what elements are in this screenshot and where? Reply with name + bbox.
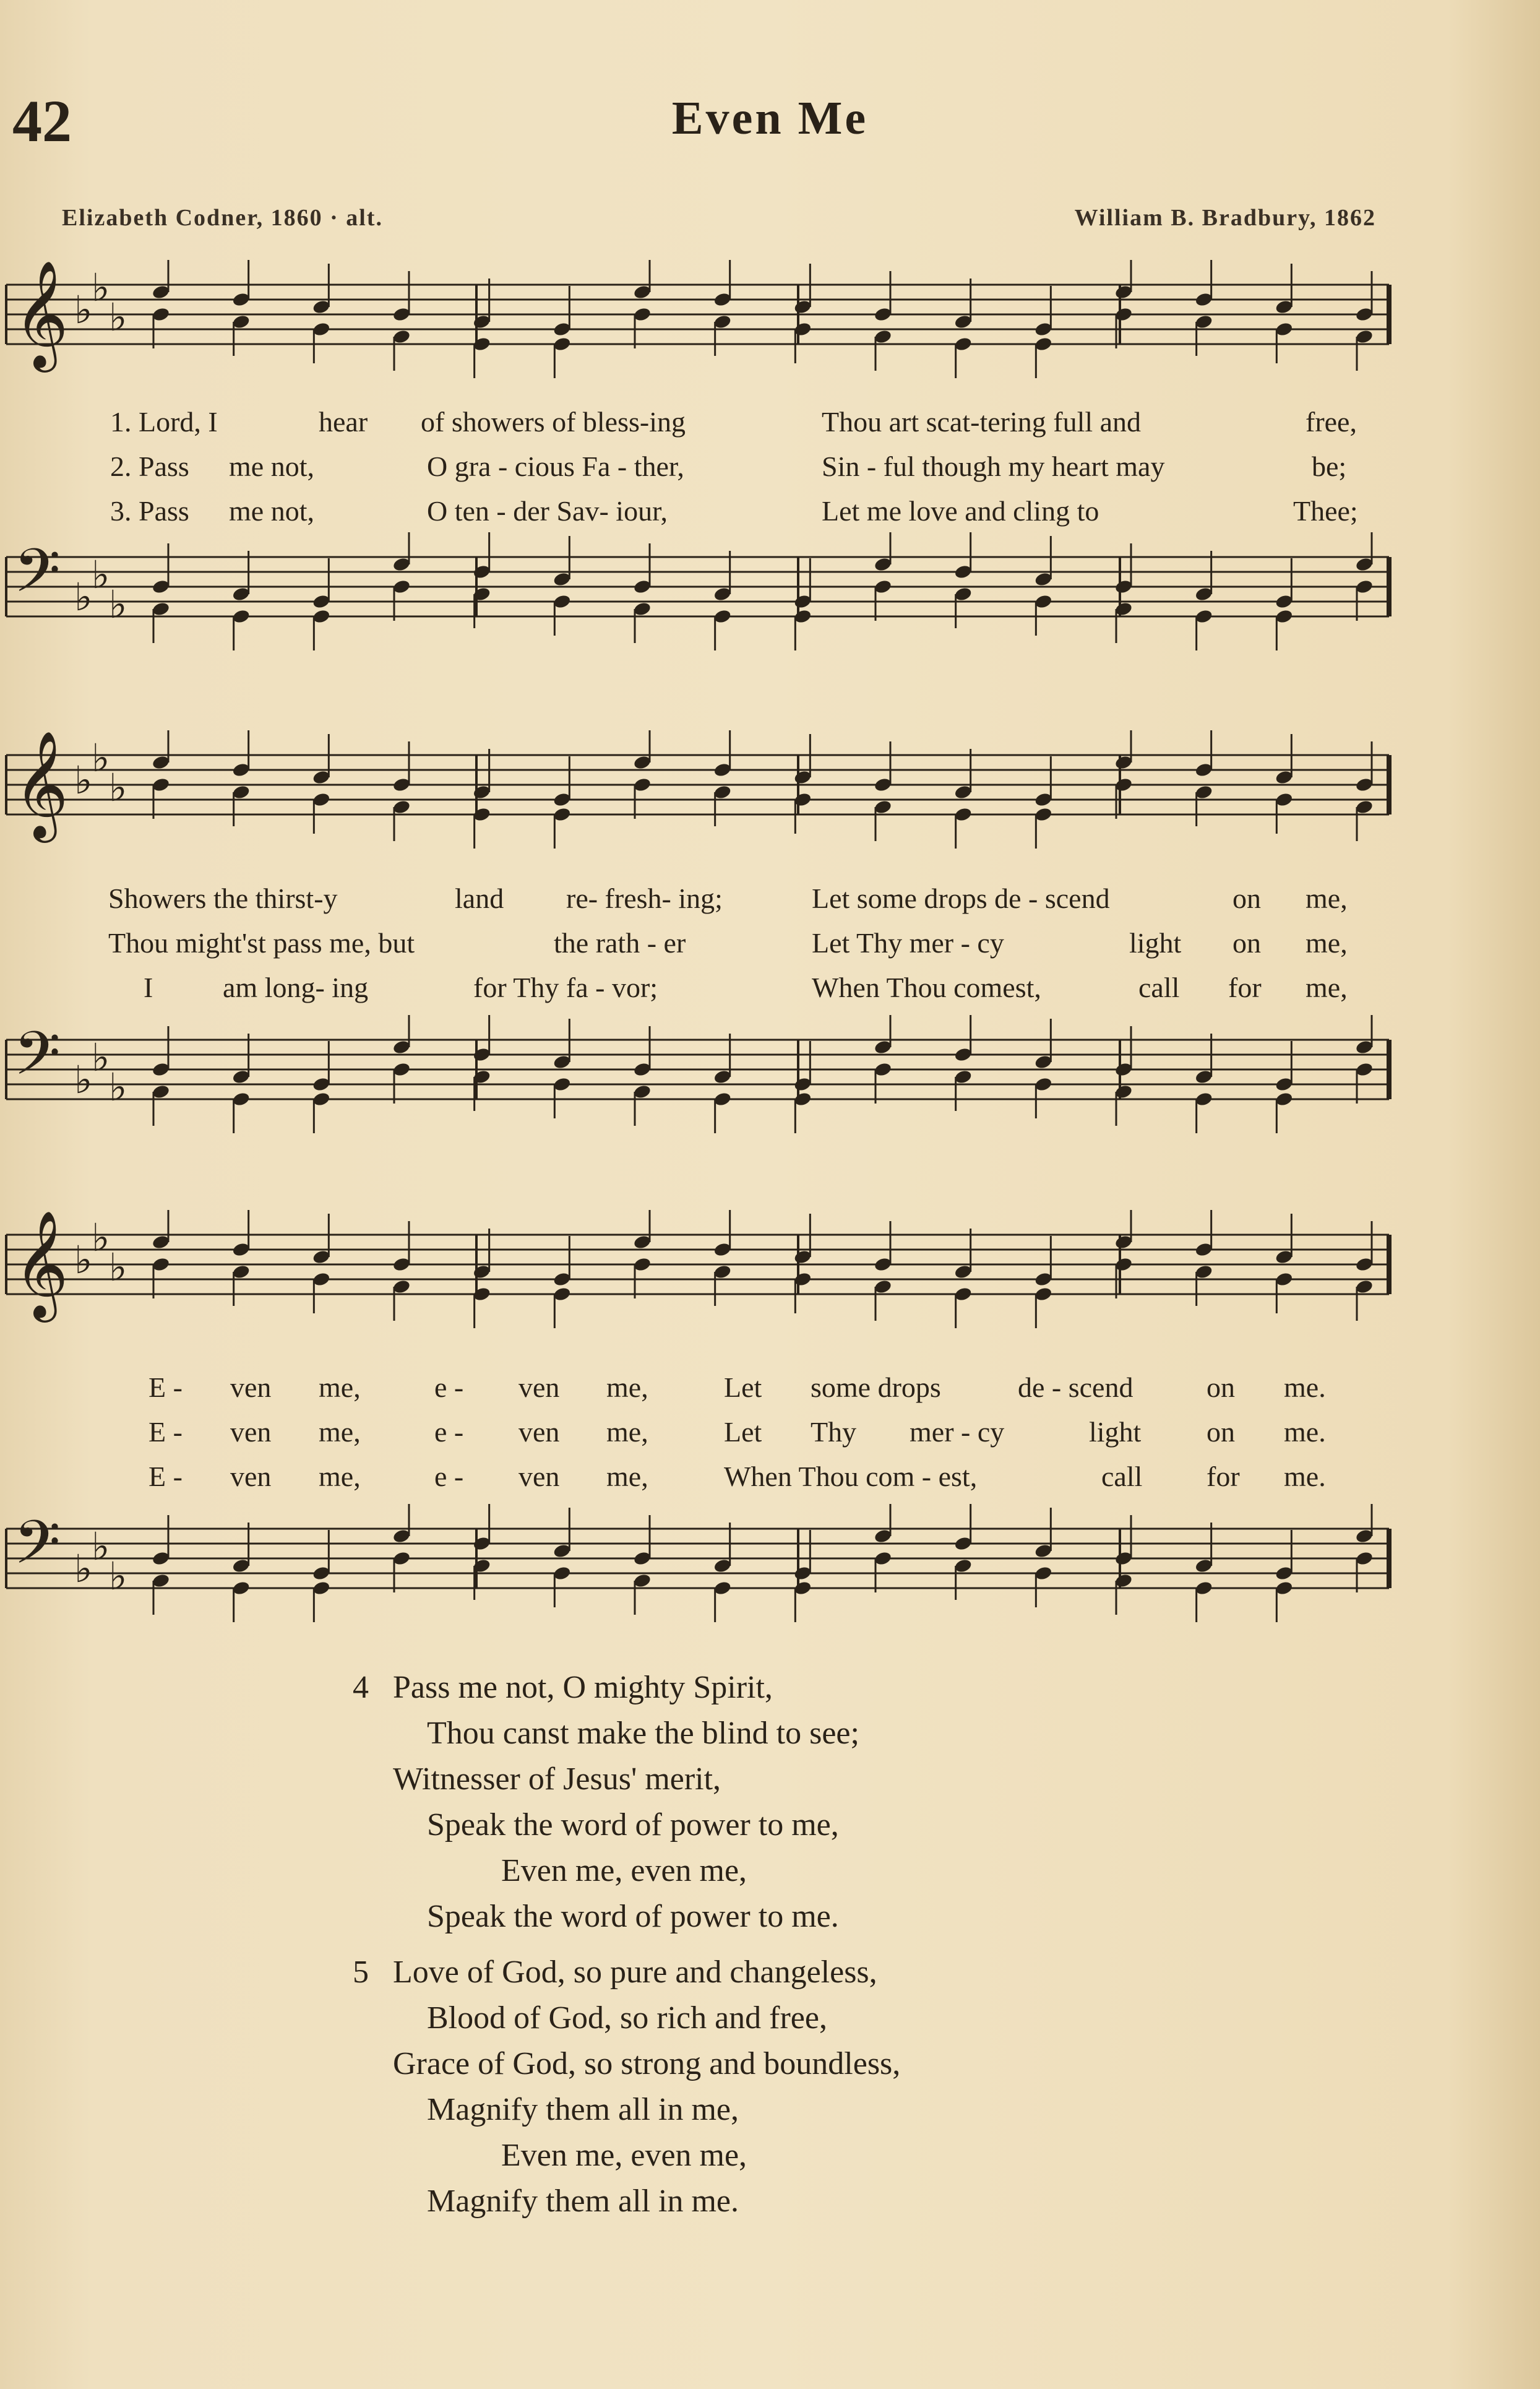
stanza-4-line-2: Thou canst make the blind to see; [427,1716,859,1751]
hymn-title: Even Me [671,92,869,144]
bass-staff-1 [0,532,1540,668]
page-header [0,87,1540,161]
stanza-4-line-5: Even me, even me, [501,1853,747,1888]
verse-1-line-1: 1. Lord, I hear of showers of bless-ing Thou art scat-tering full and free, [110,406,1357,438]
stanza-4-line-1: Pass me not, O mighty Spirit, [393,1670,773,1705]
stanza-5-line-5: Even me, even me, [501,2138,747,2173]
flat-icon: ♭ [92,1524,110,1569]
verse-2-line-2: Thou might'st pass me, but the rath - er Let Thy mer - cy light on me, [108,927,1348,959]
stanza-5-line-3: Grace of God, so strong and boundless, [393,2046,901,2081]
flat-icon: ♭ [74,758,93,803]
treble-clef-icon: 𝄞 [14,730,69,839]
verse-1-line-2: Showers the thirst-y land re- fresh- ing; Let some drops de - scend on me, [108,883,1348,914]
bass-clef-icon: 𝄢 [14,535,61,621]
flat-icon: ♭ [109,1065,127,1110]
verse-1-line-3: E - ven me, e - ven me, Let some drops de - scend on me. [148,1372,1326,1403]
stanza-number-4: 4 [353,1670,369,1705]
bass-staff-2 [0,1015,1540,1151]
composer-credit: William B. Bradbury, 1862 [1074,205,1376,231]
verse-3-line-3: E - ven me, e - ven me, When Thou com - est, call for me. [148,1461,1326,1492]
bass-clef-icon: 𝄢 [14,1506,61,1592]
flat-icon: ♭ [109,1553,127,1599]
flat-icon: ♭ [74,1057,93,1102]
flat-icon: ♭ [74,287,93,332]
stanza-number-5: 5 [353,1955,369,1990]
flat-icon: ♭ [109,1245,127,1290]
flat-icon: ♭ [74,1237,93,1282]
lyricist-credit: Elizabeth Codner, 1860 · alt. [62,205,383,231]
flat-icon: ♭ [109,765,127,810]
verse-3-line-1: 3. Pass me not, O ten - der Sav- iour, Let me love and cling to Thee; [110,495,1358,527]
flat-icon: ♭ [92,1035,110,1080]
treble-staff-2 [0,730,1540,866]
stanza-5-line-1: Love of God, so pure and changeless, [393,1955,877,1990]
flat-icon: ♭ [109,582,127,627]
bass-staff-3 [0,1504,1540,1640]
treble-staff-1 [0,260,1540,396]
treble-clef-icon: 𝄞 [14,1210,69,1318]
flat-icon: ♭ [92,735,110,780]
treble-clef-icon: 𝄞 [14,260,69,368]
stanza-5-line-4: Magnify them all in me, [427,2092,739,2127]
stanza-4-line-4: Speak the word of power to me, [427,1807,839,1843]
stanza-5-line-6: Magnify them all in me. [427,2184,739,2219]
treble-staff-3 [0,1210,1540,1346]
verse-2-line-1: 2. Pass me not, O gra - cious Fa - ther, Sin - ful though my heart may be; [110,451,1347,482]
stanza-4-line-6: Speak the word of power to me. [427,1899,839,1934]
flat-icon: ♭ [74,574,93,620]
flat-icon: ♭ [74,1546,93,1591]
flat-icon: ♭ [92,265,110,310]
flat-icon: ♭ [92,552,110,597]
page-number: 42 [12,88,72,154]
verse-3-line-2: I am long- ing for Thy fa - vor; When Thou comest, call for me, [144,972,1348,1003]
stanza-4-line-3: Witnesser of Jesus' merit, [393,1761,721,1797]
verse-2-line-3: E - ven me, e - ven me, Let Thy mer - cy light on me. [148,1416,1326,1448]
flat-icon: ♭ [92,1215,110,1260]
stanza-5-line-2: Blood of God, so rich and free, [427,2000,827,2036]
flat-icon: ♭ [109,295,127,340]
bass-clef-icon: 𝄢 [14,1017,61,1104]
